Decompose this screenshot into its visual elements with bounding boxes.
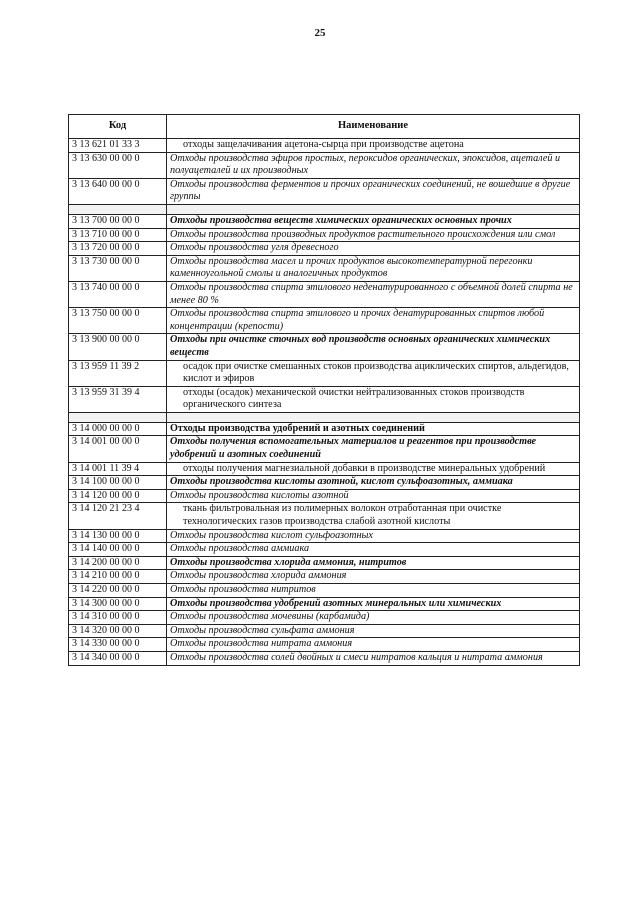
name-cell: Отходы производства сульфата аммония [167,624,580,638]
table-row [69,360,580,386]
separator-row [69,204,580,214]
name-cell: Отходы производства спирта этилового неденатурированного с объемной долей спирта не менее 80 % [167,281,580,307]
name-cell: Отходы производства кислоты азотной, кислот сульфоазотных, аммиака [167,476,580,490]
name-cell [167,204,580,214]
name-cell: Отходы производства хлорида аммония [167,570,580,584]
name-cell: ткань фильтровальная из полимерных волокон отработанная при очистке технологических газов производства слабой азотной кислоты [167,503,580,529]
name-cell [167,412,580,422]
code-cell: 3 13 640 00 00 0 [69,178,167,204]
name-cell: Отходы производства мочевины (карбамида) [167,611,580,625]
separator-row [69,412,580,422]
table-row [69,242,580,256]
code-cell: 3 13 959 11 39 2 [69,360,167,386]
code-cell: 3 14 120 21 23 4 [69,503,167,529]
table-row [69,422,580,436]
code-cell: 3 13 900 00 00 0 [69,334,167,360]
table-row [69,386,580,412]
name-cell: Отходы производства нитрата аммония [167,638,580,652]
table-row [69,228,580,242]
table-row [69,529,580,543]
table-header-row [69,115,580,139]
name-cell: Отходы производства масел и прочих продуктов высокотемпературной перегонки каменноугольной смолы и аналогичных продуктов [167,255,580,281]
code-cell [69,412,167,422]
code-cell: 3 13 959 31 39 4 [69,386,167,412]
name-cell: отходы защелачивания ацетона-сырца при производстве ацетона [167,139,580,153]
name-cell: Отходы производства нитритов [167,584,580,598]
table-row [69,436,580,462]
table-row [69,638,580,652]
code-cell: 3 13 621 01 33 3 [69,139,167,153]
code-cell: 3 14 220 00 00 0 [69,584,167,598]
name-cell: Отходы производства кислот сульфоазотных [167,529,580,543]
name-cell: Отходы производства производных продуктов растительного происхождения или смол [167,228,580,242]
table-row [69,334,580,360]
code-cell [69,204,167,214]
name-cell: отходы (осадок) механической очистки нейтрализованных стоков производств органического синтеза [167,386,580,412]
code-cell: 3 13 720 00 00 0 [69,242,167,256]
name-cell: Отходы производства веществ химических органических основных прочих [167,214,580,228]
name-cell: Отходы производства солей двойных и смеси нитратов кальция и нитрата аммония [167,651,580,665]
table-row [69,139,580,153]
code-cell: 3 14 310 00 00 0 [69,611,167,625]
code-cell: 3 14 001 11 39 4 [69,462,167,476]
table-row [69,556,580,570]
code-cell: 3 14 320 00 00 0 [69,624,167,638]
code-cell: 3 14 120 00 00 0 [69,489,167,503]
waste-code-table [68,114,580,666]
name-cell: Отходы производства кислоты азотной [167,489,580,503]
code-cell: 3 14 330 00 00 0 [69,638,167,652]
name-cell: Отходы производства ферментов и прочих органических соединений, не вошедшие в другие группы [167,178,580,204]
table-row [69,178,580,204]
table-row [69,281,580,307]
code-cell: 3 14 001 00 00 0 [69,436,167,462]
table-row [69,462,580,476]
table-row [69,255,580,281]
name-cell: Отходы производства удобрений и азотных соединений [167,422,580,436]
code-cell: 3 14 000 00 00 0 [69,422,167,436]
table-row [69,570,580,584]
name-cell: Отходы получения вспомогательных материалов и реагентов при производстве удобрений и азотных соединений [167,436,580,462]
table-row [69,214,580,228]
code-cell: 3 14 200 00 00 0 [69,556,167,570]
table-row [69,611,580,625]
name-cell: Отходы производства спирта этилового и прочих денатурированных спиртов любой концентрации (крепости) [167,308,580,334]
column-header-code: Код [69,115,167,139]
name-cell: Отходы производства угля древесного [167,242,580,256]
code-cell: 3 14 340 00 00 0 [69,651,167,665]
code-cell: 3 13 740 00 00 0 [69,281,167,307]
code-cell: 3 14 300 00 00 0 [69,597,167,611]
code-cell: 3 14 140 00 00 0 [69,543,167,557]
table-row [69,489,580,503]
table-body [69,139,580,666]
name-cell: Отходы производства удобрений азотных минеральных или химических [167,597,580,611]
column-header-name: Наименование [167,115,580,139]
table-row [69,651,580,665]
table-row [69,503,580,529]
name-cell: Отходы производства эфиров простых, пероксидов органических, эпоксидов, ацеталей и полуацеталей и их производных [167,152,580,178]
table-row [69,308,580,334]
table-row [69,584,580,598]
code-cell: 3 13 630 00 00 0 [69,152,167,178]
name-cell: Отходы производства хлорида аммония, нитритов [167,556,580,570]
code-cell: 3 13 700 00 00 0 [69,214,167,228]
name-cell: Отходы при очистке сточных вод производств основных органических химических веществ [167,334,580,360]
table-row [69,476,580,490]
name-cell: осадок при очистке смешанных стоков производства ациклических спиртов, альдегидов, кислот и эфиров [167,360,580,386]
table-row [69,152,580,178]
page-number: 25 [314,27,326,39]
table-row [69,597,580,611]
table-row [69,624,580,638]
code-cell: 3 13 730 00 00 0 [69,255,167,281]
code-cell: 3 14 130 00 00 0 [69,529,167,543]
name-cell: отходы получения магнезиальной добавки в производстве минеральных удобрений [167,462,580,476]
code-cell: 3 14 210 00 00 0 [69,570,167,584]
code-cell: 3 13 750 00 00 0 [69,308,167,334]
code-cell: 3 13 710 00 00 0 [69,228,167,242]
table-row [69,543,580,557]
code-cell: 3 14 100 00 00 0 [69,476,167,490]
name-cell: Отходы производства аммиака [167,543,580,557]
